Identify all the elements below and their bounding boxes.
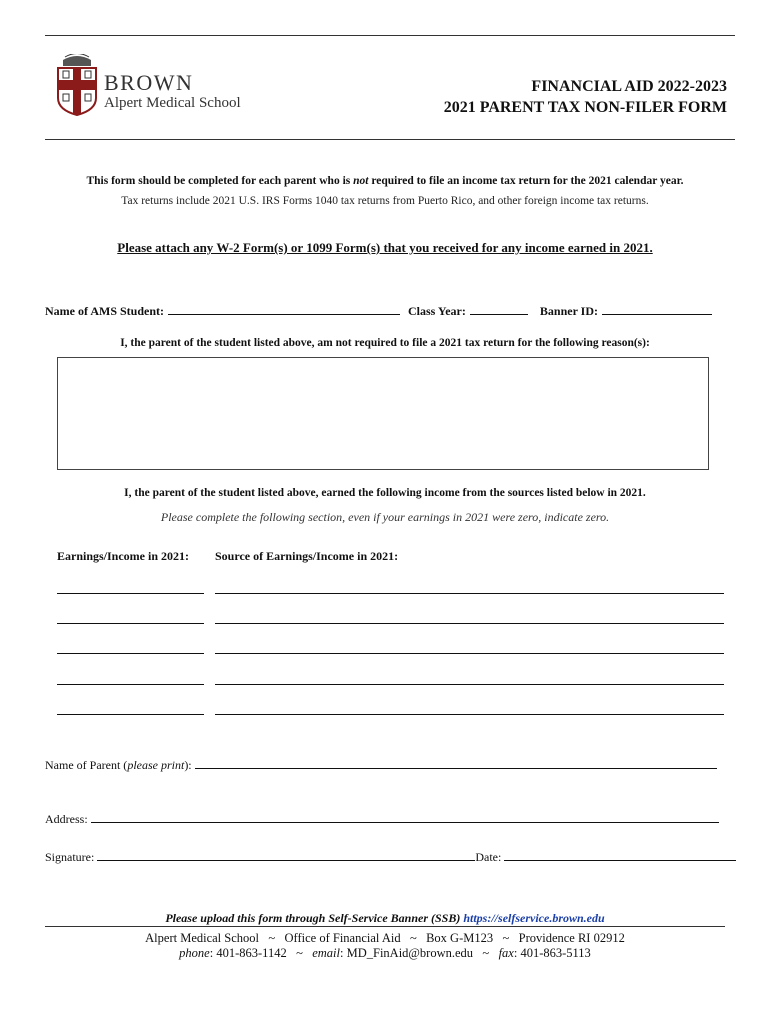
email-value: : MD_FinAid@brown.edu ~ bbox=[340, 946, 499, 960]
footer-rule bbox=[45, 926, 725, 927]
date-label: Date: bbox=[475, 850, 502, 864]
earnings-field-5[interactable] bbox=[57, 714, 204, 715]
parent-name-label-em: please print bbox=[127, 758, 185, 772]
parent-name-field[interactable] bbox=[195, 756, 717, 769]
reasons-textbox[interactable] bbox=[57, 357, 709, 470]
date-field[interactable] bbox=[504, 848, 736, 861]
upload-text: Please upload this form through Self-Service Banner (SSB) bbox=[165, 911, 464, 925]
source-field-5[interactable] bbox=[215, 714, 724, 715]
top-rule bbox=[45, 35, 735, 36]
parent-name-row bbox=[45, 756, 717, 773]
earnings-field-1[interactable] bbox=[57, 593, 204, 594]
parent-name-label bbox=[45, 758, 192, 772]
parent-name-label-a: Name of Parent ( bbox=[45, 758, 128, 772]
signature-label: Signature: bbox=[45, 850, 95, 864]
source-field-2[interactable] bbox=[215, 623, 724, 624]
address-label: Address: bbox=[45, 812, 88, 826]
upload-instruction bbox=[0, 911, 770, 926]
zero-earnings-instruction: Please complete the following section, even if your earnings in 2021 were zero, indicate zero. bbox=[160, 510, 610, 524]
signature-field[interactable] bbox=[97, 848, 475, 861]
intro-instruction bbox=[0, 175, 770, 187]
tax-returns-note: Tax returns include 2021 U.S. IRS Forms 1040 tax returns from Puerto Rico, and other foreign income tax returns. bbox=[121, 195, 649, 207]
signature-row bbox=[45, 848, 736, 865]
ssb-link[interactable]: https://selfservice.brown.edu bbox=[463, 911, 605, 925]
class-year-label: Class Year: bbox=[408, 304, 466, 318]
student-info-row bbox=[45, 302, 712, 320]
class-year-field[interactable] bbox=[470, 302, 528, 315]
brand-name: BROWN bbox=[104, 70, 194, 95]
source-field-3[interactable] bbox=[215, 653, 724, 654]
student-name-field[interactable] bbox=[168, 302, 400, 315]
banner-id-field[interactable] bbox=[602, 302, 712, 315]
student-name-label: Name of AMS Student: bbox=[45, 304, 164, 318]
phone-value: : 401-863-1142 ~ bbox=[209, 946, 313, 960]
address-row bbox=[45, 810, 719, 827]
intro-text-b: required to file an income tax return for the 2021 calendar year. bbox=[368, 175, 684, 187]
brown-shield-logo bbox=[55, 54, 99, 116]
address-field[interactable] bbox=[91, 810, 719, 823]
source-field-1[interactable] bbox=[215, 593, 724, 594]
intro-text-emphasis: not bbox=[353, 175, 369, 187]
attach-notice: Please attach any W-2 Form(s) or 1099 Form(s) that you received for any income earned in 2021. bbox=[117, 240, 653, 255]
banner-id-label: Banner ID: bbox=[539, 304, 599, 318]
earnings-field-3[interactable] bbox=[57, 653, 204, 654]
parent-name-label-b: ): bbox=[184, 758, 192, 772]
school-name: Alpert Medical School bbox=[104, 95, 241, 111]
fax-label: fax bbox=[498, 946, 514, 960]
source-field-4[interactable] bbox=[215, 684, 724, 685]
form-title-year: FINANCIAL AID 2022-2023 bbox=[531, 78, 727, 95]
earned-income-statement: I, the parent of the student listed above, earned the following income from the sources listed below in 2021. bbox=[124, 487, 646, 499]
form-title-name: 2021 PARENT TAX NON-FILER FORM bbox=[443, 99, 727, 116]
office-address: Alpert Medical School ~ Office of Financial Aid ~ Box G-M123 ~ Providence RI 02912 bbox=[145, 931, 625, 945]
earnings-column-header: Earnings/Income in 2021: bbox=[57, 549, 190, 563]
intro-text-a: This form should be completed for each parent who is bbox=[86, 175, 354, 187]
source-column-header: Source of Earnings/Income in 2021: bbox=[215, 549, 399, 563]
earnings-field-2[interactable] bbox=[57, 623, 204, 624]
header-rule bbox=[45, 139, 735, 140]
not-required-statement: I, the parent of the student listed above, am not required to file a 2021 tax return for the following reason(s): bbox=[120, 337, 650, 349]
email-label: email bbox=[312, 946, 340, 960]
fax-value: : 401-863-5113 bbox=[513, 946, 591, 960]
office-contact bbox=[0, 946, 770, 961]
phone-label: phone bbox=[179, 946, 210, 960]
earnings-field-4[interactable] bbox=[57, 684, 204, 685]
